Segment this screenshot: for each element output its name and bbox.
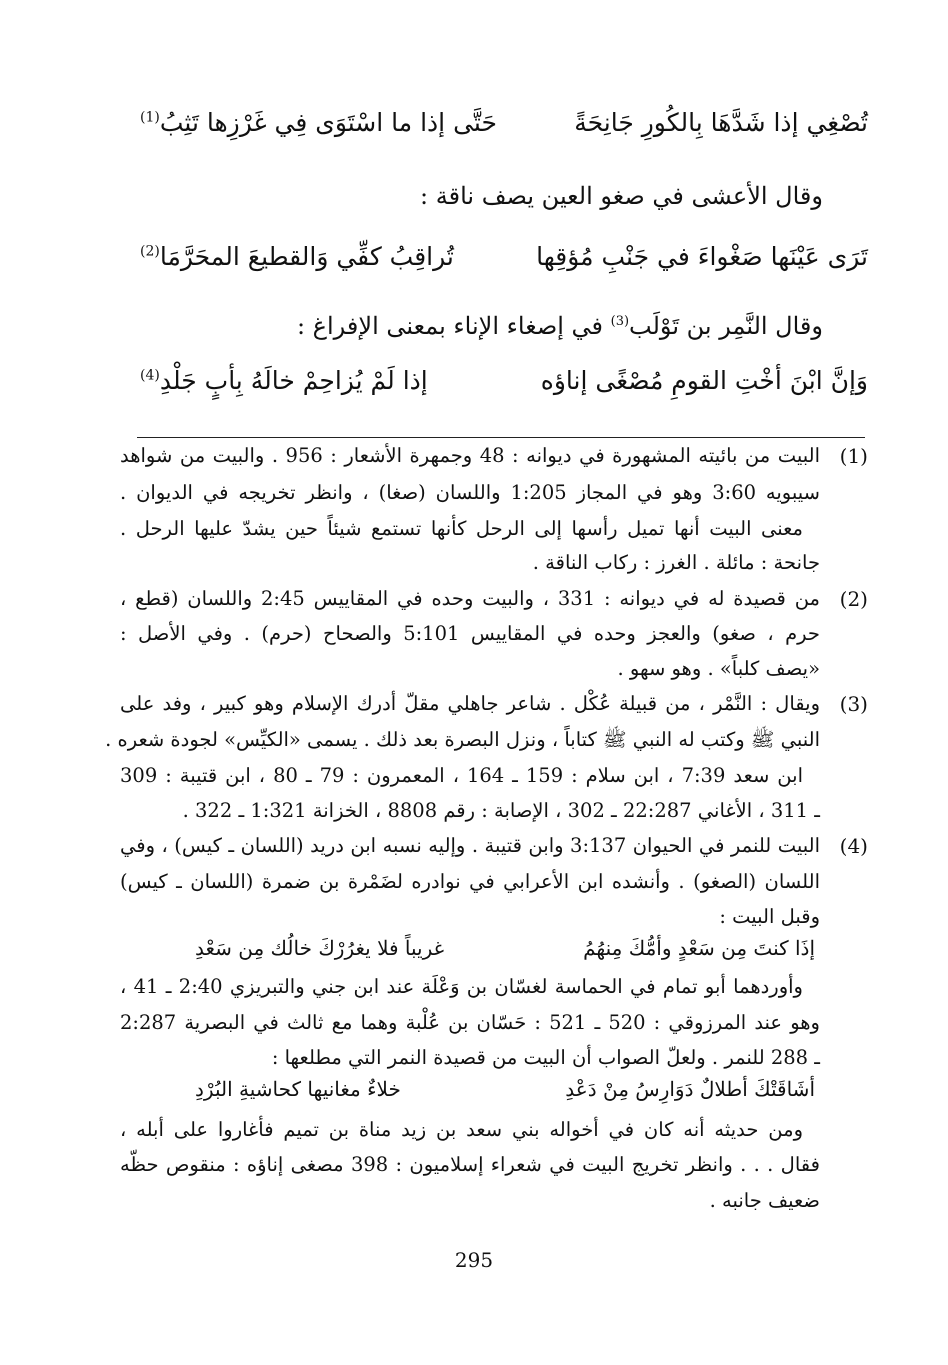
footnote-line: ويقال : النَّمْر ، من قبيلة عُكْل . شاعر جاهلي مقلّ أدرك الإسلام وهو كبير ، وفد على (120, 692, 820, 715)
footnote-line: من قصيدة له في ديوانه : 331 ، والبيت وحده في المقاييس 2:45 واللسان (قطع ، (120, 587, 820, 610)
footnote-line: ـ 288 للنمر . ولعلّ الصواب أن البيت من قصيدة النمر التي مطلعها : (271, 1046, 820, 1069)
verse-second-hemistich: حَتَّى إذا ما اسْتَوَى فِي غَرْزِها تَثِبُ$^{(1)}$ (140, 108, 497, 137)
footnote-line: «يصف كلباً» . وهو سهو . (617, 657, 820, 680)
footnote-verse (195, 1077, 815, 1107)
footnote-line: ابن سعد 7:39 ، ابن سلام : 159 ـ 164 ، المعمرون : 79 ـ 80 ، ابن قتيبة : 309 (120, 764, 803, 787)
footnote-number: (2) (839, 587, 868, 611)
poem-verse (140, 242, 868, 288)
footnote-line: النبي ﷺ وكتب له النبي ﷺ كتاباً ، ونزل البصرة بعد ذلك . يسمى «الكيِّس» لجودة شعره . (105, 728, 820, 751)
footnote-line: البيت للنمر في الحيوان 3:137 وابن قتيبة . وإليه نسبه ابن دريد (اللسان ـ كيس) ، وفي (120, 834, 820, 857)
footnote-ref: (1) (140, 109, 160, 126)
verse-second-hemistich: خلاءٌ مغانيها كحاشيةِ البُرْدِ (195, 1077, 401, 1101)
footnote-line: البيت من بائيته المشهورة في ديوانه : 48 وجمهرة الأشعار : 956 . والبيت من شواهد (120, 444, 821, 467)
footnote-line: ـ 311 ، الأغاني 22:287 ـ 302 ، الإصابة : رقم 8808 ، الخزانة 1:321 ـ 322 . (182, 799, 820, 822)
footnote-line: ومن حديثه أنه كان في أخواله بني سعد بن زيد مناة بن تميم فأغاروا على أبله ، (120, 1118, 803, 1141)
footnote-line: وهو عند المرزوقي : 520 ـ 521 : حَسّان بن عُلْبة وهما مع ثالث في البصرية 2:287 (120, 1011, 820, 1034)
footnote-line: معنى البيت أنها تميل رأسها إلى الرحل كأنها تستمع شيئاً حين يشدّ عليها الرحل . (120, 517, 803, 540)
verse-first-hemistich: أشَاقَتْكَ أطلالٌ دَوَارِسُ مِنْ دَعْدِ (565, 1077, 815, 1101)
footnote-line: حرم ، صغو) والعجز وحده في المقاييس 5:101 والصحاح (حرم) . وفي الأصل : (120, 622, 820, 645)
footnote-number: (1) (839, 444, 868, 468)
footnote-line: وأوردهما أبو تمام في الحماسة لغسّان بن وَعْلَة عند ابن جني والتبريزي 2:40 ـ 41 ، (120, 975, 803, 998)
footnote-line: وقبل البيت : (719, 905, 820, 928)
footnote-divider (137, 437, 865, 438)
footnote-number: (4) (839, 834, 868, 858)
poem-verse (140, 366, 868, 412)
footnote-ref: (2) (140, 243, 160, 260)
verse-first-hemistich: تُصْغِي إذا شَدَّهَا بِالكُورِ جَانِحَةً (574, 108, 868, 137)
footnote-line: فقال . . . وانظر تخريج البيت في شعراء إسلاميون : 398 مصغى إناؤه : منقوص حظّه (120, 1153, 820, 1176)
footnote-number: (3) (839, 692, 868, 716)
footnote-ref: (4) (140, 367, 160, 384)
verse-first-hemistich: إذَا كنتَ مِن سَعْدٍ وأمُّكَ مِنهُمُ (583, 936, 815, 960)
footnote-line: سيبويه 3:60 وهو في المجاز 1:205 واللسان (صغا) ، وانظر تخريجه في الديوان . (120, 481, 820, 504)
verse-second-hemistich: غريباً فلا يغرُرْكَ خالُك مِن سَعْدِ (195, 936, 445, 960)
prose-line: وقال الأعشى في صغو العين يصف ناقة : (420, 182, 823, 210)
page-number: 295 (454, 1248, 494, 1272)
prose-line: وقال النَّمِر بن تَوْلَب$^{(3)}$ في إصغاء الإناء بمعنى الإفراغ : (296, 312, 823, 340)
verse-first-hemistich: تَرَى عَيْنَها صَغْواءَ في جَنْبِ مُؤقِها (536, 242, 868, 271)
footnote-verse (195, 936, 815, 966)
verse-first-hemistich: وَإنَّ ابْنَ أخْتِ القومِ مُصْغًى إناؤه (540, 366, 868, 395)
footnote-line: جانحة : مائلة . الغرز : ركاب الناقة . (532, 551, 820, 574)
poem-verse (140, 108, 868, 154)
verse-second-hemistich: تُراقِبُ كفِّي وَالقطيعَ المحَرَّمَا$^{(2)}$ (140, 242, 454, 271)
verse-second-hemistich: إذا لَمْ يُزاحِمْ خالَهُ بِأبٍ جَلْدِ$^{(4)}$ (140, 366, 428, 395)
footnote-line: اللسان (الصغو) . وأنشده ابن الأعرابي في نوادره لضَمْرة بن ضمرة (اللسان ـ كيس) (120, 870, 820, 893)
footnote-line: ضعيف جانبه . (709, 1189, 820, 1212)
footnote-ref: (3) (610, 314, 630, 329)
